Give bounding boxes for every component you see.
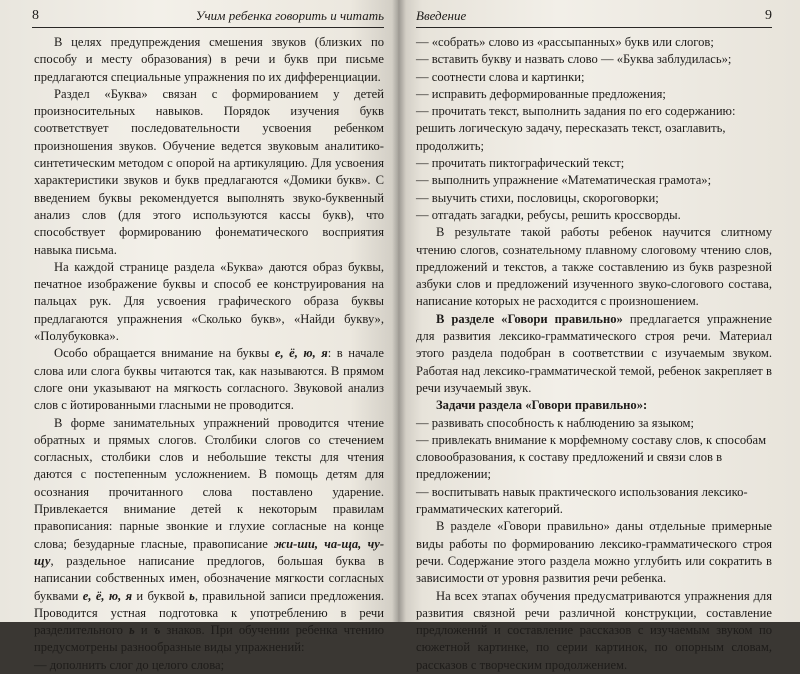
- paragraph: На каждой странице раздела «Буква» даются образ буквы, печатное изображение буквы и способ ее конструирования на пальцах рук. Для усвоения графического образа буквы предлагаются упражнения «Сколько букв», «Найди букву», «Полубуковка».: [34, 259, 384, 344]
- list-item: — привлекать внимание к морфемному составу слов, к способам словообразования, к составу предложений и связи слов в предложении;: [416, 432, 767, 482]
- list-item: — выучить стихи, пословицы, скороговорки;: [416, 190, 659, 205]
- paragraph: В разделе «Говори правильно» предлагается упражнение для развития лексико-грамматического строя речи. Материал этого раздела подобран в соответствии с изучаемым звуком. Работая над лексико-грамматической темой, ребенок закрепляет в речи изучаемый звук.: [416, 311, 772, 395]
- list-item: — выполнить упражнение «Математическая грамота»;: [416, 173, 712, 188]
- list-item: — отгадать загадки, ребусы, решить кроссворды.: [416, 207, 681, 222]
- right-running-title: Введение: [416, 8, 467, 23]
- right-page-number: 9: [765, 8, 772, 23]
- list-item: — исправить деформированные предложения;: [416, 86, 666, 101]
- paragraph: В форме занимательных упражнений проводится чтение обратных и прямых слогов. Столбики слогов со стечением согласных, столбики слов и небольшие тексты для чтения даются с постепенным усложнением. В помощь детям для осознания прочитанного слова поставлено ударение. Привлекается внимание детей к некоторым правилам правописания: парные звонкие и глухие согласные на конце слова; безударные гласные, правописание жи-ши, ча-ща, чу-щу, раздельное написание предлогов, большая буква в написании собственных имен, обозначение мягкости согласных буквами е, ё, ю, я и буквой ь, правильной записи предложения. Проводится устная подготовка к употреблению в речи разделительного ь и ъ знаков. При обучении ребенка чтению предусмотрены разнообразные виды упражнений:: [34, 415, 385, 655]
- left-page-header: [32, 8, 384, 28]
- list-item: — «собрать» слово из «рассыпанных» букв или слогов;: [416, 35, 714, 49]
- tasks-heading: Задачи раздела «Говори правильно»:: [436, 398, 648, 413]
- list-item: — вставить букву и назвать слово — «Буква заблудилась»;: [416, 52, 732, 67]
- paragraph: В результате такой работы ребенок научится слитному чтению слогов, сознательному плавному слоговому чтению слов, предложений и текстов, а также составлению из букв разрезной азбуки слов и предложений изученного звуко-слогового состава, написание которых не расходится с произношением.: [416, 225, 772, 309]
- list-item: — прочитать пиктографический текст;: [416, 156, 625, 171]
- left-running-title: Учим ребенка говорить и читать: [195, 8, 384, 23]
- list-item: — соотнести слова и картинки;: [416, 69, 585, 84]
- left-page-number: 8: [32, 8, 39, 23]
- list-item: — воспитывать навык практического использования лексико-грамматических категорий.: [416, 484, 748, 517]
- list-item: — развивать способность к наблюдению за языком;: [416, 415, 695, 430]
- paragraph: В разделе «Говори правильно» даны отдельные примерные виды работы по формированию лексико-грамматического строя речи. Содержание этого раздела можно углубить или сократить в зависимости от уровня развития речи ребенка.: [416, 519, 772, 586]
- list-item: — дополнить слог до целого слова;: [34, 657, 225, 672]
- paragraph: Раздел «Буква» связан с формированием у детей произносительных навыков. Порядок изучения букв соответствует последовательности усвоения ребенком произношения звуков. Обучение ведется звуковым аналитико-синтетическим методом с опорой на артикуляцию. Для усвоения характеристики звуков и букв предлагаются «Домики букв». С введением буквы рекомендуется выполнять звуко-буквенный анализ слов (для этого используются кассы букв), что способствует формированию фонематического восприятия навыка письма.: [34, 86, 384, 257]
- paragraph: В целях предупреждения смешения звуков (близких по способу и месту образования) в речи и букв при письме предлагаются специальные упражнения по их дифференциации.: [34, 35, 384, 84]
- paragraph: Особо обращается внимание на буквы е, ё, ю, я: в начале слова или слога буквы читаются так, как называются. В прямом слоге они указывают на мягкость согласного. Звуковой анализ слов с йотированными гласными не проводится.: [34, 346, 384, 413]
- left-page: [0, 0, 398, 672]
- list-item: — прочитать текст, выполнить задания по его содержанию: решить логическую задачу, пересказать текст, озаглавить, продолжить;: [416, 104, 736, 153]
- right-page-header: [416, 8, 772, 28]
- paragraph: На всех этапах обучения предусматриваются упражнения для развития связной речи различной конструкции, составление предложений и составление рассказов с изучаемым звуком по сюжетной картинке, по серии картинок, по опорным словам, рассказов с творческим продолжением.: [416, 588, 772, 672]
- right-page: [398, 0, 800, 672]
